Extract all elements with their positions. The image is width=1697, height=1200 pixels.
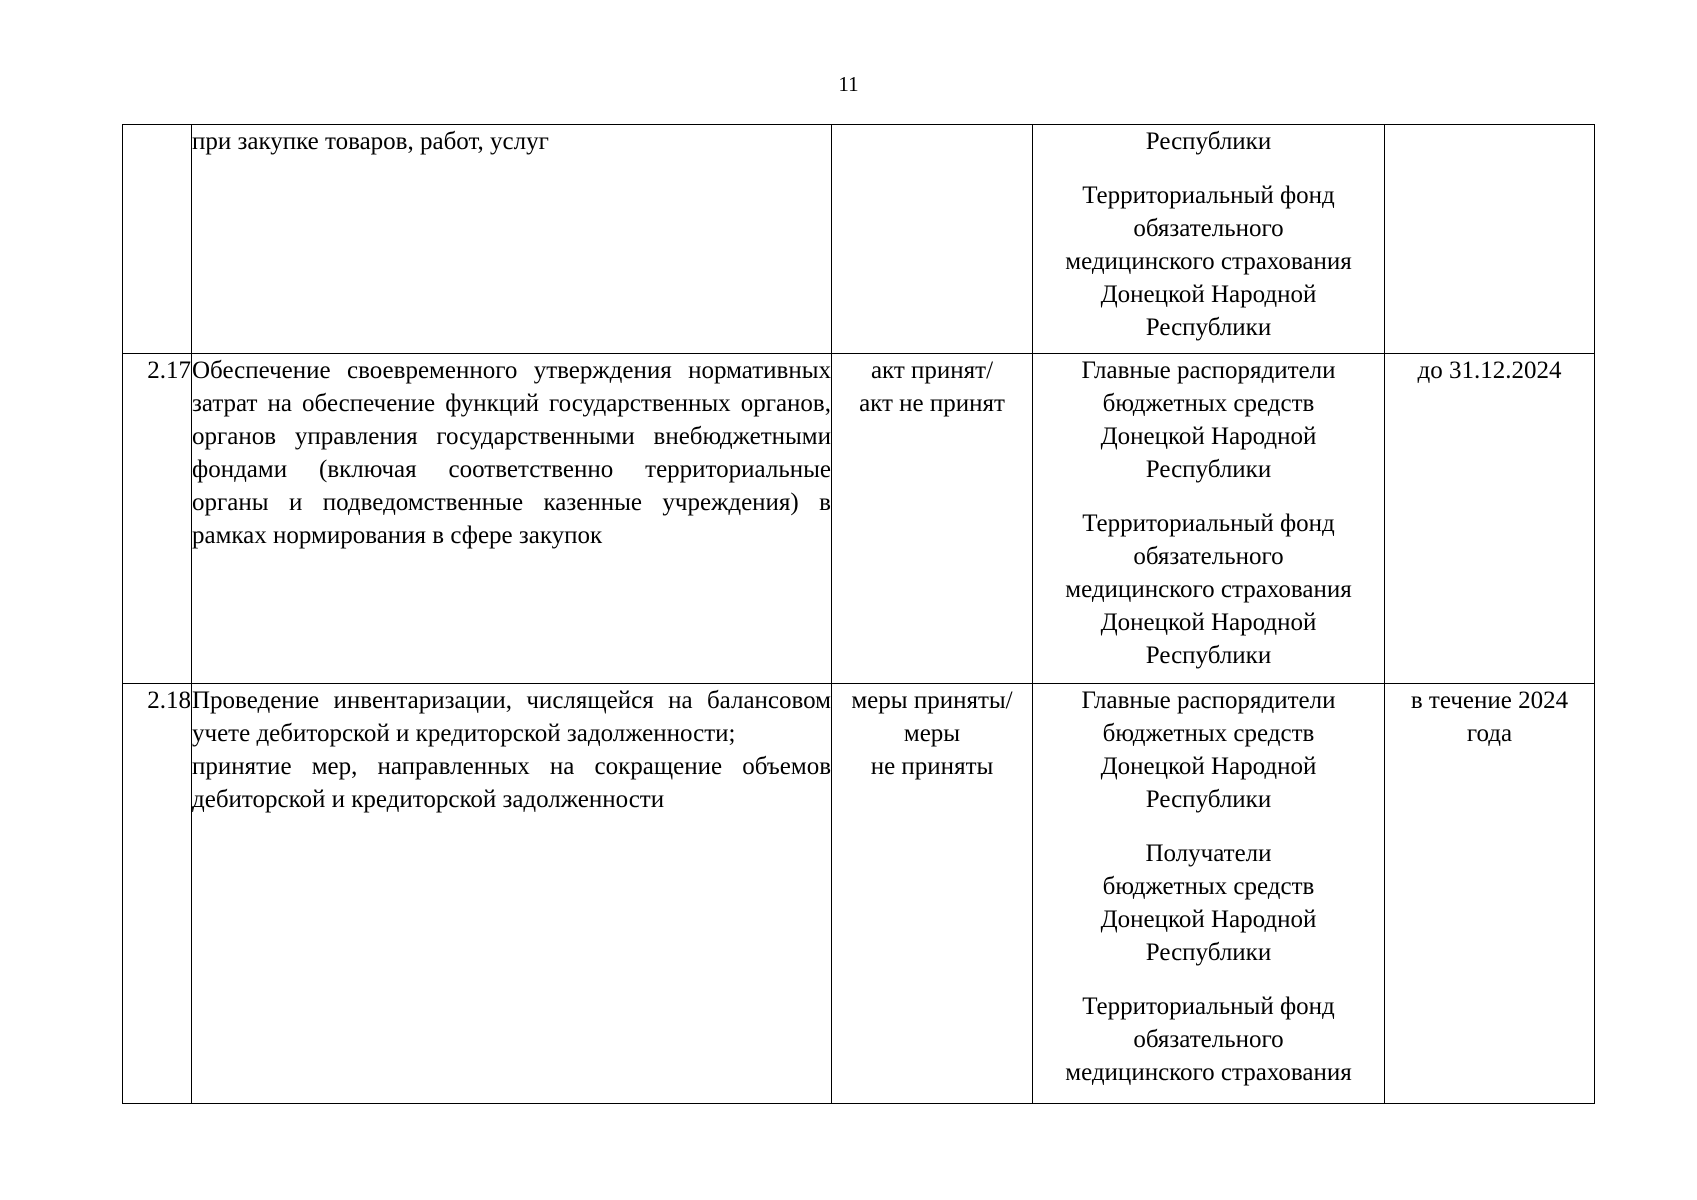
executor-line: бюджетных средств: [1102, 873, 1315, 900]
table-row: [123, 684, 1595, 1104]
description-paragraph: Проведение инвентаризации, числящейся на балансовом учете дебиторской и кредиторской задолженности;: [192, 687, 831, 747]
executor-group: [1033, 354, 1384, 486]
executor-line: Республики: [1145, 939, 1272, 966]
deadline: [1385, 125, 1595, 354]
description-paragraph: принятие мер, направленных на сокращение объемов дебиторской и кредиторской задолженности: [192, 753, 831, 813]
description-paragraph: Обеспечение своевременного утверждения нормативных затрат на обеспечение функций государственных органов, органов управления государственными внебюджетными фондами (включая соответственно территориальные органы и подведомственные казенные учреждения) в рамках нормирования в сфере закупок: [192, 357, 831, 549]
activity-description: [192, 354, 832, 684]
item-number: 2.18: [123, 684, 192, 1104]
executor-group: [1033, 507, 1384, 672]
executor-line: Донецкой Народной: [1100, 609, 1317, 636]
executor-line: Донецкой Народной: [1100, 423, 1317, 450]
executor-line: обязательного: [1133, 215, 1284, 242]
executor-line: обязательного: [1133, 543, 1284, 570]
executor-group: [1033, 179, 1384, 344]
item-number: 2.17: [123, 354, 192, 684]
expected-result: [832, 684, 1033, 1104]
executor-line: Главные распорядители: [1081, 357, 1336, 384]
activity-description: [192, 125, 832, 354]
expected-result: [832, 125, 1033, 354]
executor-group: [1033, 990, 1384, 1089]
item-number: [123, 125, 192, 354]
executor-line: Донецкой Народной: [1100, 753, 1317, 780]
executor-line: обязательного: [1133, 1026, 1284, 1053]
executor-line: Донецкой Народной: [1100, 281, 1317, 308]
executor-line: Главные распорядители: [1081, 687, 1336, 714]
executor-line: медицинского страхования: [1065, 576, 1352, 603]
executor-line: Республики: [1145, 456, 1272, 483]
executor-line: Территориальный фонд: [1082, 993, 1335, 1020]
table-row: [123, 354, 1595, 684]
executor-group: [1033, 684, 1384, 816]
result-line: акт принят/: [870, 357, 994, 384]
executor-line: Республики: [1145, 128, 1272, 155]
result-line: меры: [903, 720, 961, 747]
executor-line: Республики: [1145, 642, 1272, 669]
deadline: [1385, 684, 1595, 1104]
deadline-line: года: [1466, 720, 1513, 747]
executor-line: Донецкой Народной: [1100, 906, 1317, 933]
executor-line: медицинского страхования: [1065, 248, 1352, 275]
deadline-line: до 31.12.2024: [1417, 357, 1562, 384]
table-row: [123, 125, 1595, 354]
page-number: 11: [838, 72, 859, 96]
executor-line: Территориальный фонд: [1082, 182, 1335, 209]
executor-line: Республики: [1145, 786, 1272, 813]
responsible-executors: [1033, 684, 1385, 1104]
result-line: не приняты: [870, 753, 994, 780]
activity-description: [192, 684, 832, 1104]
executor-line: бюджетных средств: [1102, 720, 1315, 747]
executor-line: Получатели: [1145, 840, 1272, 867]
executor-line: Территориальный фонд: [1082, 510, 1335, 537]
deadline-line: в течение 2024: [1410, 687, 1569, 714]
expected-result: [832, 354, 1033, 684]
responsible-executors: [1033, 354, 1385, 684]
description-paragraph: при закупке товаров, работ, услуг: [192, 128, 549, 155]
plan-table: [122, 124, 1595, 1104]
deadline: [1385, 354, 1595, 684]
result-line: меры приняты/: [851, 687, 1013, 714]
executor-line: медицинского страхования: [1065, 1059, 1352, 1086]
executor-group: [1033, 837, 1384, 969]
result-line: акт не принят: [859, 390, 1005, 417]
responsible-executors: [1033, 125, 1385, 354]
executor-group: [1033, 125, 1384, 158]
executor-line: бюджетных средств: [1102, 390, 1315, 417]
executor-line: Республики: [1145, 314, 1272, 341]
